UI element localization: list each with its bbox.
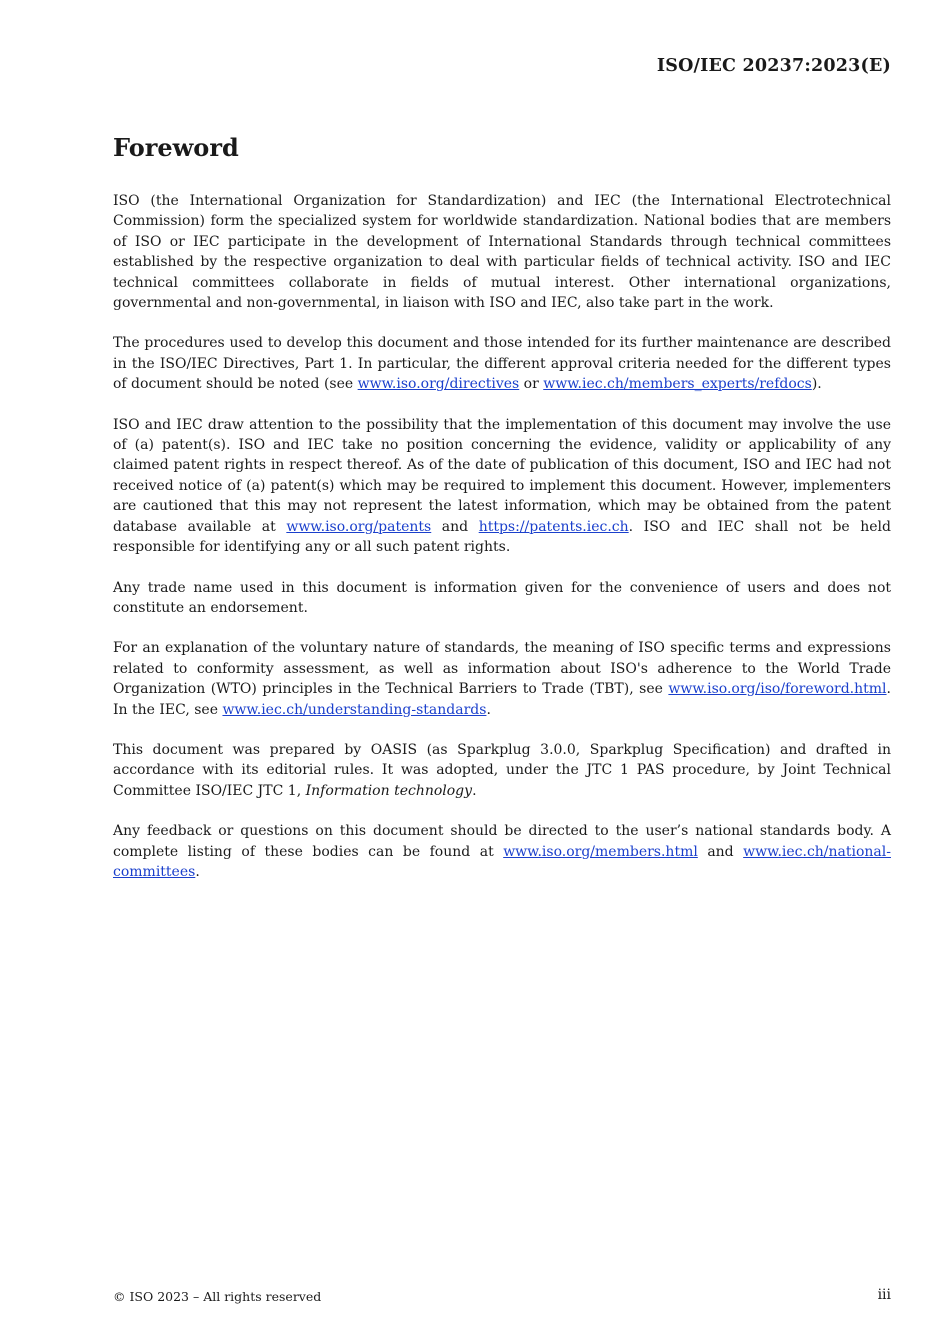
- iso-patents-link[interactable]: www.iso.org/patents: [286, 518, 432, 535]
- paragraph-standardization-bodies: ISO (the International Organization for Standardization) and IEC (the International Electrotechnical Commission) form the specialized system for worldwide standardization. National bodies that are members of ISO or IEC participate in the development of International Standards through technical committees established by the respective organization to deal with particular fields of technical activity. ISO and IEC technical committees collaborate in fields of mutual interest. Other international organizations, governmental and non-governmental, in liaison with ISO and IEC, also take part in the work.: [113, 193, 891, 312]
- paragraph-text: ).: [811, 376, 822, 393]
- paragraph-text: .: [195, 863, 200, 880]
- paragraph-text: and: [697, 843, 744, 860]
- paragraph-text: . In the IEC, see: [113, 681, 891, 718]
- paragraph-text: and: [431, 518, 479, 535]
- paragraph-text: The procedures used to develop this document and those intended for its further maintenance are described in the ISO/IEC Directives, Part 1. In particular, the different approval criteria needed for the different types of document should be noted (see: [113, 335, 891, 393]
- page-number: iii: [877, 1287, 891, 1303]
- iso-foreword-link[interactable]: www.iso.org/iso/foreword.html: [668, 681, 887, 698]
- paragraph-procedures: [113, 333, 891, 394]
- iec-patents-link[interactable]: https://patents.iec.ch: [478, 518, 629, 535]
- footer-copyright: © ISO 2023 – All rights reserved: [113, 1289, 322, 1304]
- paragraph-text: Any feedback or questions on this document should be directed to the user’s national standards body. A complete listing of these bodies can be found at: [113, 823, 891, 860]
- paragraph-text: .: [472, 782, 477, 799]
- iec-refdocs-link[interactable]: www.iec.ch/members_experts/refdocs: [543, 376, 812, 393]
- document-identifier: ISO/IEC 20237:2023(E): [656, 56, 891, 76]
- paragraph-text: For an explanation of the voluntary nature of standards, the meaning of ISO specific terms and expressions related to conformity assessment, as well as information about ISO's adherence to the World Trade Organization (WTO) principles in the Technical Barriers to Trade (TBT), see: [113, 640, 891, 698]
- paragraph-trade-names: Any trade name used in this document is information given for the convenience of users and does not constitute an endorsement.: [113, 579, 891, 616]
- paragraph-text: . ISO and IEC shall not be held responsible for identifying any or all such patent rights.: [113, 518, 891, 556]
- paragraph-preparation: [113, 740, 891, 801]
- page-title: Foreword: [113, 133, 239, 162]
- paragraph-text: .: [486, 701, 491, 718]
- paragraph-voluntary-nature: [113, 638, 891, 720]
- paragraph-text: This document was prepared by OASIS (as Sparkplug 3.0.0, Sparkplug Specification) and drafted in accordance with its editorial rules. It was adopted, under the JTC 1 PAS procedure, by Joint Technical Committee ISO/IEC JTC 1,: [113, 741, 891, 799]
- paragraph-text: ISO and IEC draw attention to the possibility that the implementation of this document may involve the use of (a) patent(s). ISO and IEC take no position concerning the evidence, validity or applicability of any claimed patent rights in respect thereof. As of the date of publication of this document, ISO and IEC had not received notice of (a) patent(s) which may be required to implement this document. However, implementers are cautioned that this may not represent the latest information, which may be obtained from the patent database available at: [113, 416, 891, 535]
- foreword-body: [113, 191, 891, 902]
- paragraph-text: or: [519, 376, 544, 393]
- paragraph-feedback: [113, 821, 891, 882]
- paragraph-patents: [113, 415, 891, 558]
- iso-members-link[interactable]: www.iso.org/members.html: [503, 843, 698, 860]
- iso-directives-link[interactable]: www.iso.org/directives: [357, 376, 520, 393]
- iec-understanding-standards-link[interactable]: www.iec.ch/understanding-standards: [222, 701, 487, 718]
- committee-title-italic: Information technology: [305, 782, 473, 799]
- iec-national-committees-link[interactable]: www.iec.ch/national-committees: [113, 843, 891, 880]
